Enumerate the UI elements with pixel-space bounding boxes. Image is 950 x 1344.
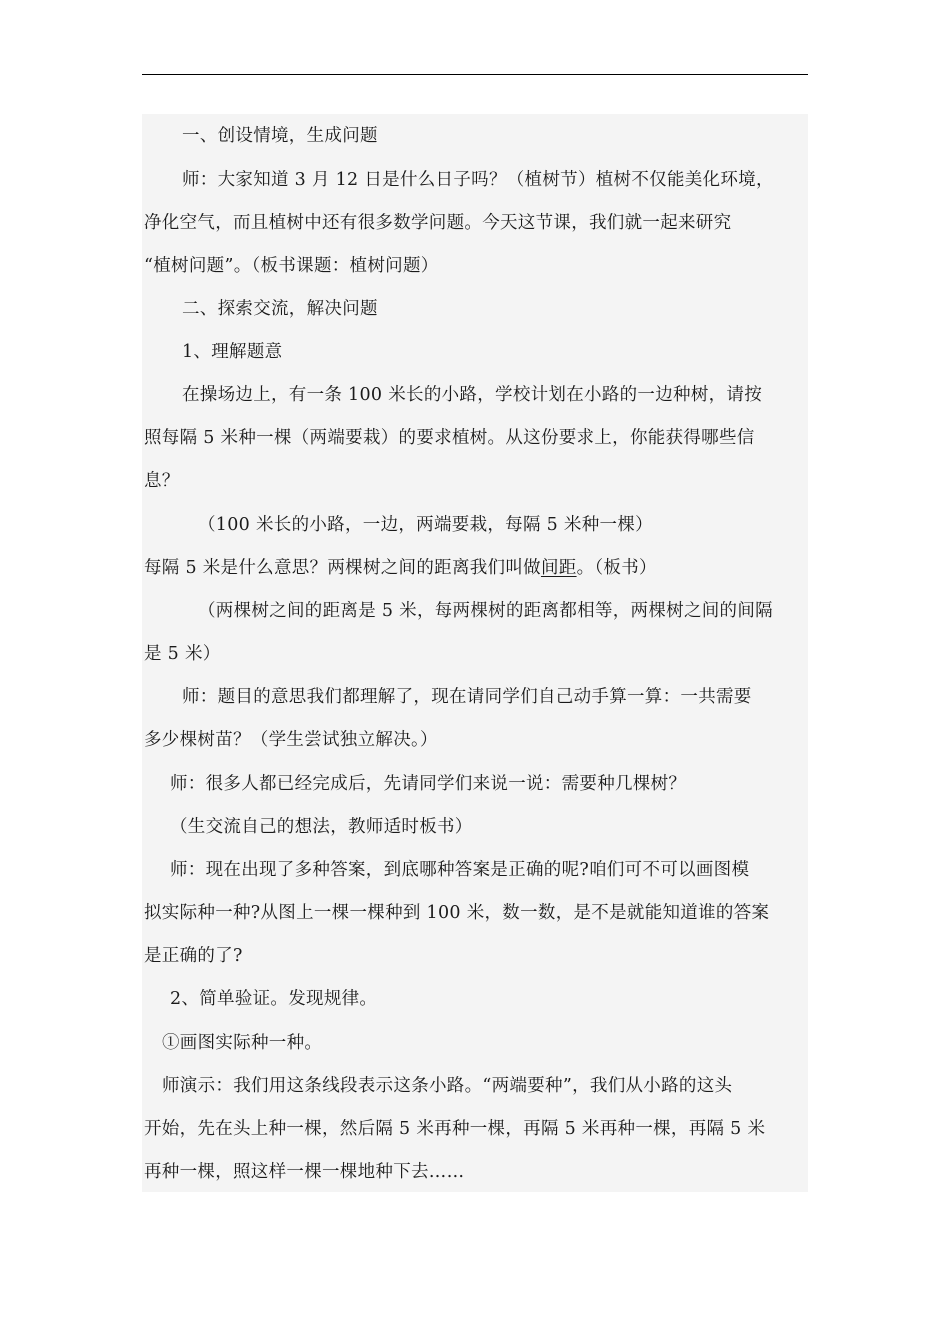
subheading-3: ①画图实际种一种。 (162, 1033, 323, 1053)
paragraph-line: （生交流自己的想法，教师适时板书） (170, 817, 473, 837)
paragraph-line: 师演示：我们用这条线段表示这条小路。“两端要种”，我们从小路的这头 (162, 1076, 733, 1096)
paragraph-line: 师：题目的意思我们都理解了，现在请同学们自己动手算一算：一共需要 (182, 687, 752, 707)
document-body (142, 114, 808, 1192)
paragraph-line: 师：很多人都已经完成后，先请同学们来说一说：需要种几棵树？ (170, 774, 687, 794)
paragraph-line: “植树问题”。（板书课题：植树问题） (144, 256, 439, 276)
underlined-term: 间距 (540, 558, 577, 578)
paragraph-line: 是正确的了? (144, 946, 243, 966)
paragraph-line: 师：大家知道 3 月 12 日是什么日子吗？（植树节）植树不仅能美化环境， (182, 170, 774, 190)
paragraph-line: 师：现在出现了多种答案，到底哪种答案是正确的呢?咱们可不可以画图模 (170, 860, 750, 880)
paragraph-line: （100 米长的小路，一边，两端要栽，每隔 5 米种一棵） (198, 515, 653, 535)
paragraph-line: 是 5 米） (144, 644, 221, 664)
paragraph-line: 开始，先在头上种一棵，然后隔 5 米再种一棵，再隔 5 米再种一棵，再隔 5 米 (144, 1119, 766, 1139)
paragraph-line: 息？ (144, 471, 180, 491)
text-segment: 。（板书） (576, 558, 657, 578)
paragraph-line: 在操场边上，有一条 100 米长的小路，学校计划在小路的一边种树，请按 (182, 385, 763, 405)
paragraph-line (144, 556, 657, 580)
text-segment: 每隔 5 米是什么意思？两棵树之间的距离我们叫做 (144, 558, 541, 578)
paragraph-line: 再种一棵，照这样一棵一棵地种下去…… (144, 1162, 465, 1182)
paragraph-line: 拟实际种一种?从图上一棵一棵种到 100 米，数一数，是不是就能知道谁的答案 (144, 903, 770, 923)
header-rule (142, 74, 808, 75)
subheading-1: 1、理解题意 (182, 342, 283, 362)
subheading-2: 2、简单验证。发现规律。 (170, 989, 378, 1009)
paragraph-line: 多少棵树苗？（学生尝试独立解决。） (144, 730, 438, 750)
paragraph-line: 净化空气，而且植树中还有很多数学问题。今天这节课，我们就一起来研究 (144, 213, 732, 233)
paragraph-line: 照每隔 5 米种一棵（两端要栽）的要求植树。从这份要求上，你能获得哪些信 (144, 428, 755, 448)
heading-2: 二、探索交流，解决问题 (182, 299, 378, 319)
heading-1: 一、创设情境，生成问题 (182, 126, 378, 146)
paragraph-line: （两棵树之间的距离是 5 米，每两棵树的距离都相等，两棵树之间的间隔 (198, 601, 773, 621)
